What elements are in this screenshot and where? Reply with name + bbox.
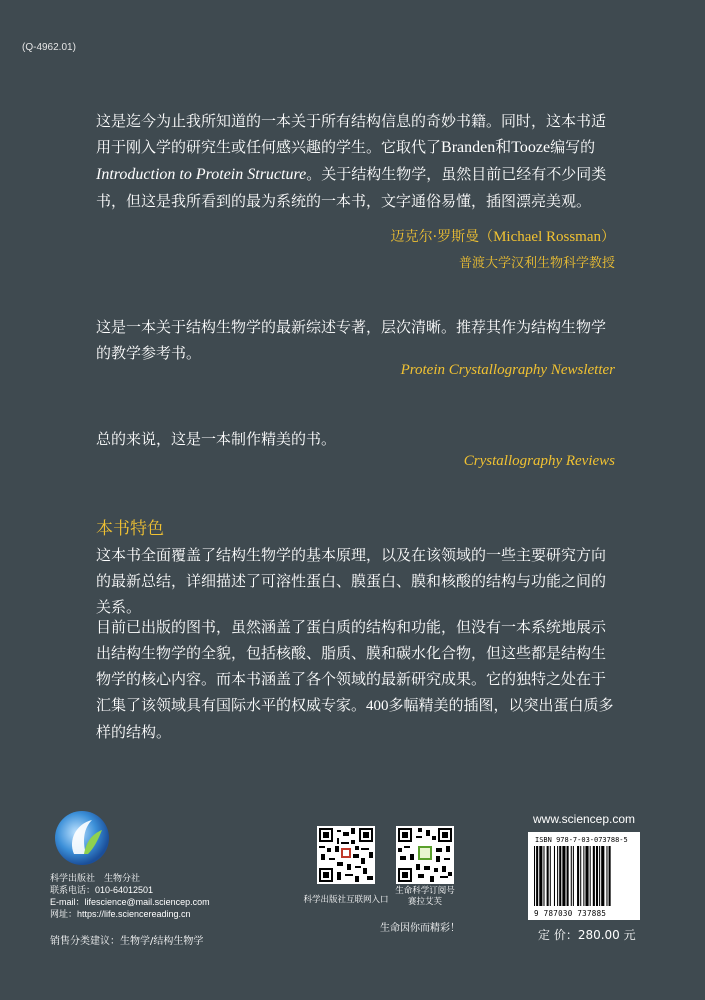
qr-caption-subscription-line2: 赛拉艾芙 <box>407 897 442 907</box>
isbn-text: ISBN 978-7-03-073788-5 <box>535 836 628 844</box>
publisher-email: E-mail：lifescience@mail.sciencep.com <box>50 897 210 907</box>
qr-code-subscription[interactable] <box>396 826 454 884</box>
review-1-part2: 编写的 <box>550 138 596 156</box>
review-2-text: 这是一本关于结构生物学的最新综述专著，层次清晰。推荐其作为结构生物学的教学参考书。 <box>96 318 607 362</box>
science-press-logo <box>54 810 110 866</box>
publisher-site: 网址：https://life.sciencereading.cn <box>50 909 191 919</box>
features-para-2b: 多幅精美的插图，以突出蛋白质多样的结构。 <box>96 696 614 741</box>
sales-category: 销售分类建议：生物学/结构生物学 <box>50 936 204 947</box>
review-3-source: Crystallography Reviews <box>463 453 615 469</box>
barcode-digits: 9 787030 737885 <box>534 909 607 918</box>
features-para-2a: 目前已出版的图书，虽然涵盖了蛋白质的结构和功能，但没有一本系统地展示出结构生物学的全貌，包括核酸、脂质、膜和碳水化合物，但这些都是结构生物学的核心内容。而本书涵盖了各个领域的最新研究成果。它的独特之处在于汇集了该领域具有国际水平的权威专家。 <box>96 618 607 714</box>
publisher-info <box>50 872 210 920</box>
features-title: 本书特色 <box>96 519 164 539</box>
review-1-author <box>391 226 615 246</box>
features-para-1: 这本书全面覆盖了结构生物学的基本原理，以及在该领域的一些主要研究方向的最新总结，详细描述了可溶性蛋白、膜蛋白、膜和核酸的结构与功能之间的关系。 <box>96 546 607 616</box>
review-1-book-title: Introduction to Protein Structure <box>96 166 307 183</box>
publisher-phone: 联系电话：010-64012501 <box>50 885 154 895</box>
review-1-names: Branden和Tooze <box>441 139 551 156</box>
review-1-affiliation: 普渡大学汉利生物科学教授 <box>458 256 615 271</box>
author-en: Michael Rossman <box>493 229 601 245</box>
qr-caption-subscription-line1: 生命科学订阅号 <box>395 886 455 896</box>
review-1-text <box>96 108 620 214</box>
price: 定 价：280.00 元 <box>538 928 636 942</box>
author-close: ） <box>601 229 615 245</box>
features-para-2 <box>96 614 620 745</box>
qr-code-publisher[interactable] <box>317 826 375 884</box>
review-2-source: Protein Crystallography Newsletter <box>400 362 615 378</box>
publisher-url[interactable]: www.sciencep.com <box>533 812 636 826</box>
author-cn: 迈克尔·罗斯曼（ <box>390 229 494 245</box>
qr-caption-subscription <box>385 886 465 908</box>
review-1-part3: 。关于结构生物学，虽然目前已经有不少同类书，但这是我所看到的最为系统的一本书，文字通俗易懂，插图漂亮美观。 <box>96 165 607 210</box>
slogan: 生命因你而精彩！ <box>380 923 460 934</box>
catalog-code: (Q-4962.01) <box>22 42 76 53</box>
review-3-text: 总的来说，这是一本制作精美的书。 <box>96 430 337 448</box>
qr-caption-publisher: 科学出版社互联网入口 <box>303 895 389 905</box>
publisher-name: 科学出版社 生物分社 <box>50 873 141 883</box>
barcode <box>528 832 640 920</box>
review-1-part1: 这是迄今为止我所知道的一本关于所有结构信息的奇妙书籍。同时，这本书适用于刚入学的研究生或任何感兴趣的学生。它取代了 <box>96 112 607 156</box>
features-para-2-num: 400 <box>366 698 389 714</box>
